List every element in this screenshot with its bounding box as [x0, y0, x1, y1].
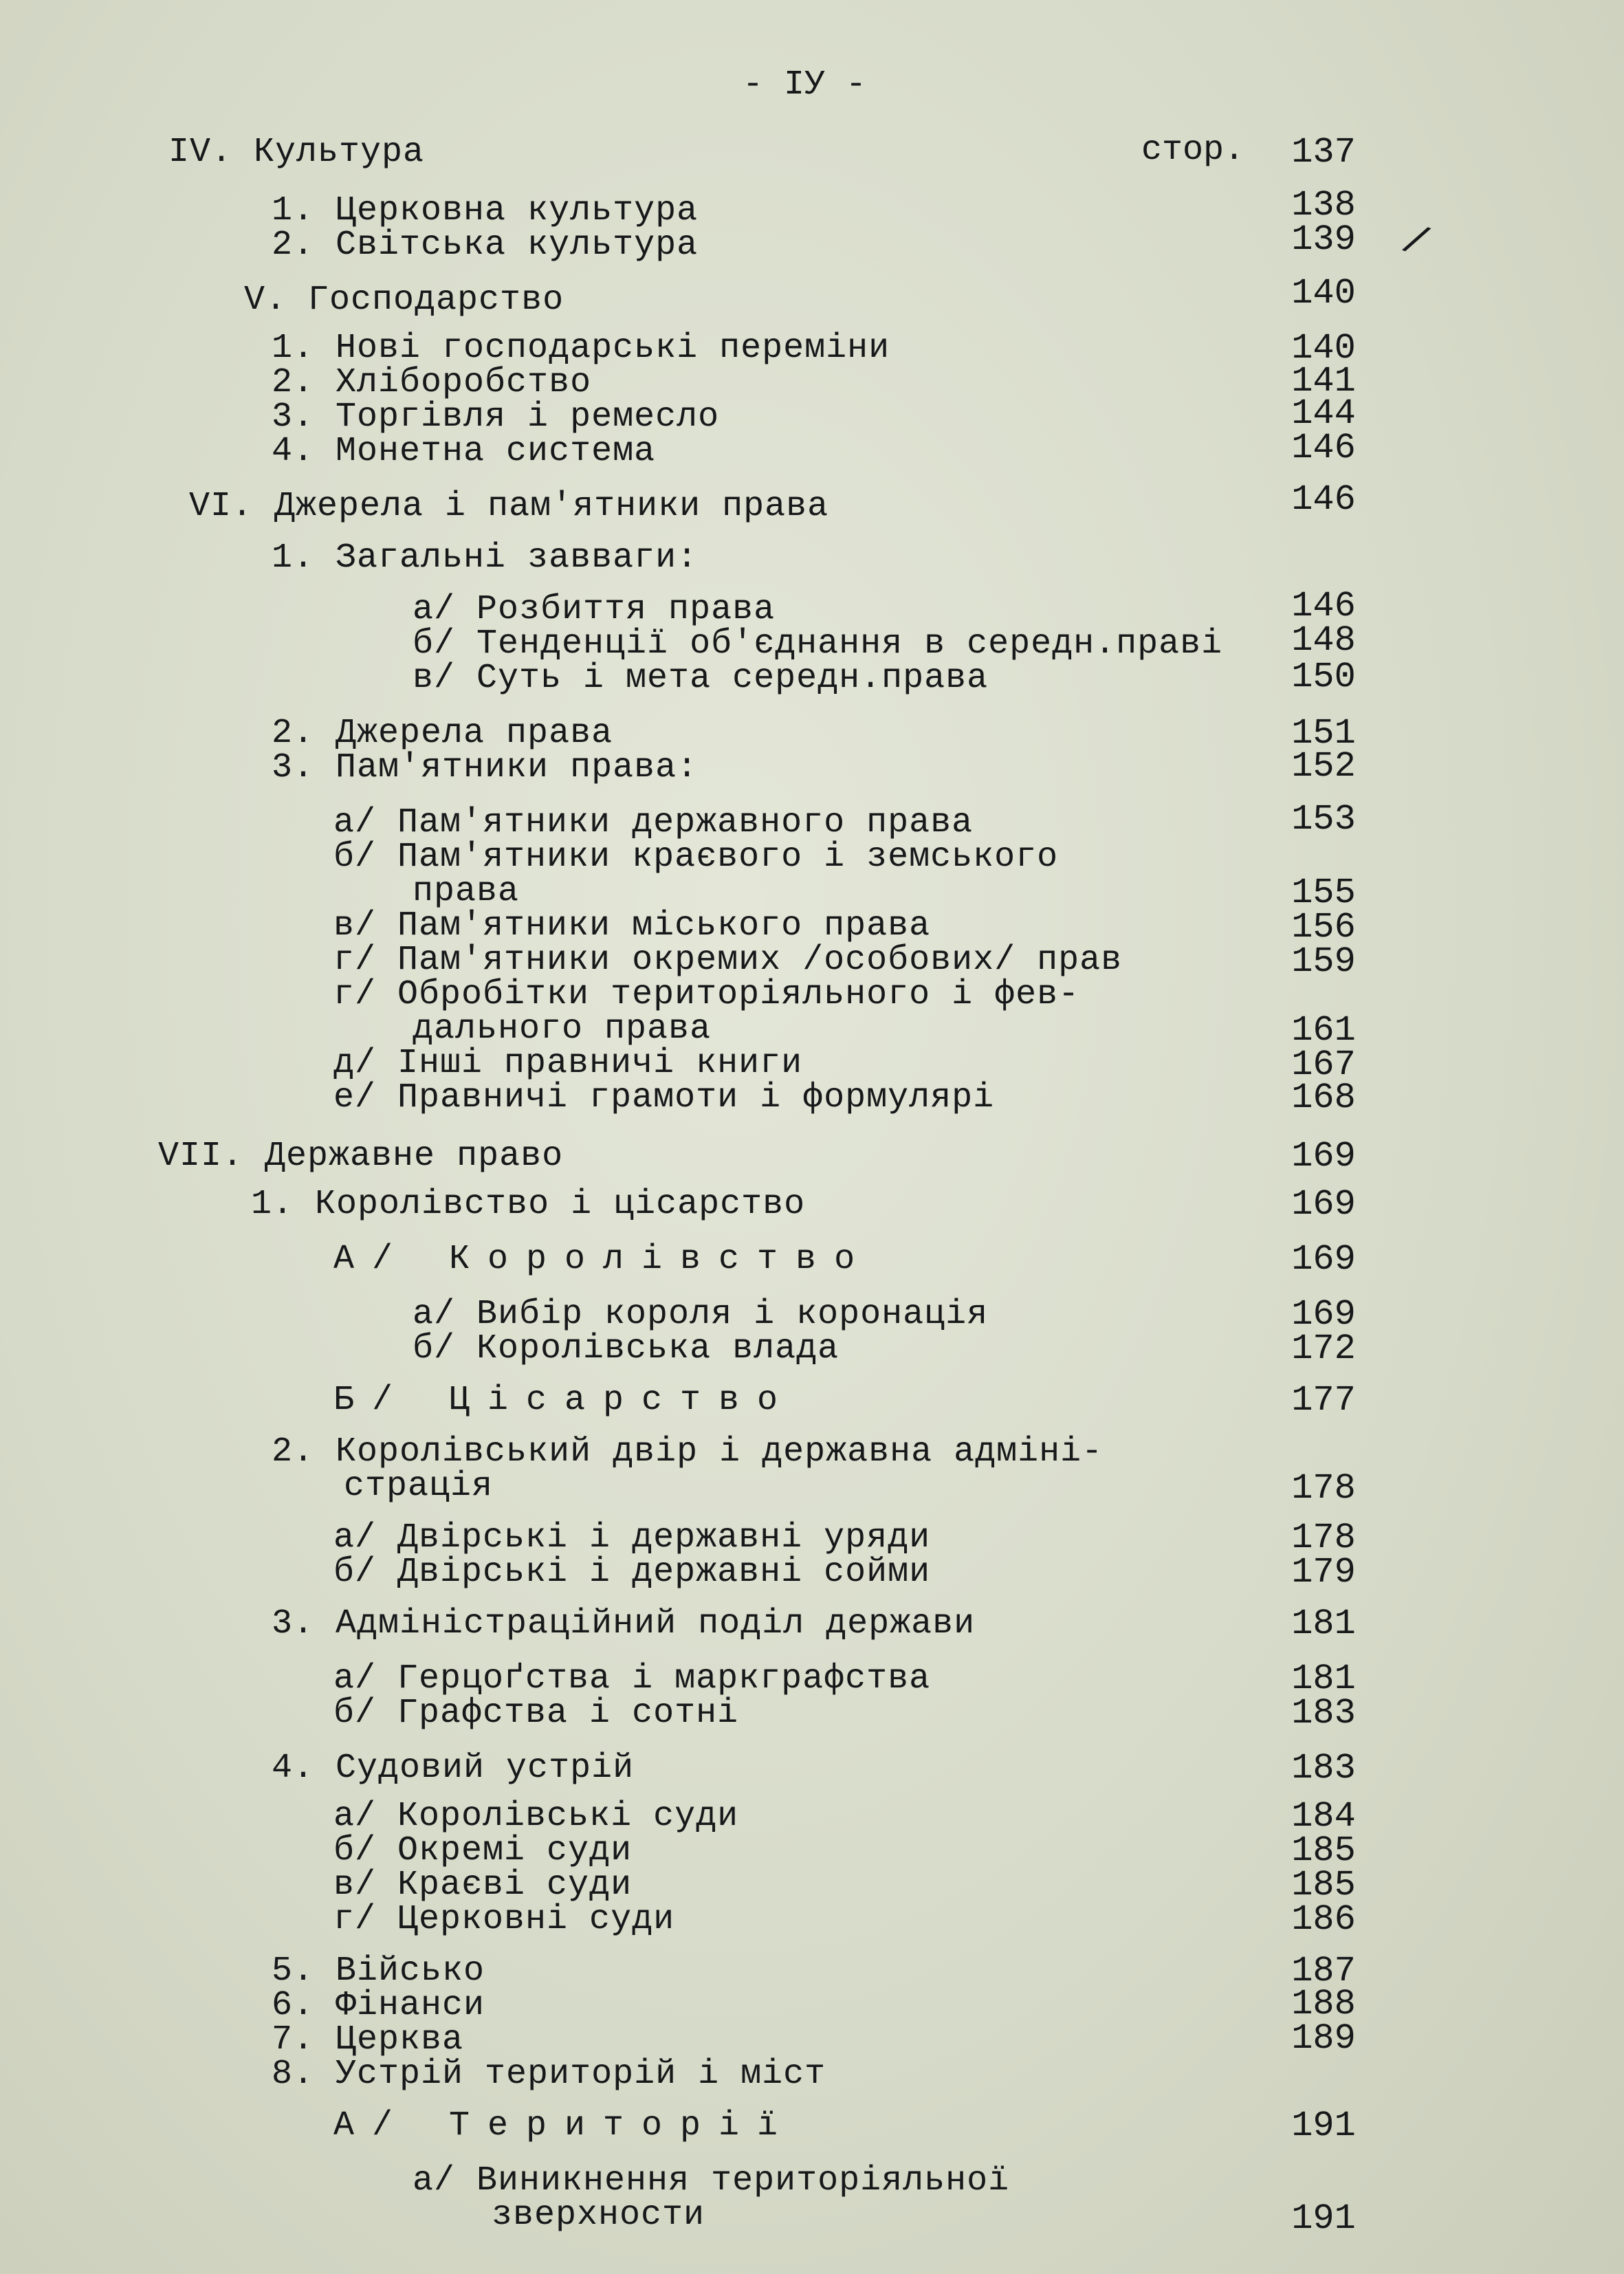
toc-entry-title: г/ Пам'ятники окремих /особових/ прав: [333, 941, 1123, 980]
toc-entry-page: 146: [1291, 586, 1356, 626]
pen-mark: /: [1395, 217, 1435, 270]
toc-entry-page: 183: [1291, 1693, 1356, 1734]
toc-entry-title: А/ Території: [333, 2106, 796, 2145]
toc-entry-title: 6. Фінанси: [272, 1986, 485, 2025]
toc-entry-page: 181: [1291, 1604, 1356, 1644]
toc-entry-page: 167: [1291, 1045, 1356, 1085]
toc-entry-title: 3. Торгівля і ремесло: [272, 397, 720, 437]
toc-entry-title: б/ Королівська влада: [413, 1329, 840, 1368]
toc-entry-title: 2. Світська культура: [272, 226, 699, 265]
toc-entry-page: 156: [1291, 907, 1356, 948]
toc-entry-title: 1. Королівство і цісарство: [251, 1185, 806, 1224]
toc-entry-page: 144: [1291, 393, 1356, 434]
toc-entry-title: IV. Культура: [168, 133, 425, 172]
toc-entry-title: а/ Виникнення територіяльної: [413, 2161, 1010, 2200]
toc-entry-title: 8. Устрій територій і міст: [272, 2055, 826, 2094]
toc-entry-page: 172: [1291, 1329, 1356, 1369]
toc-entry-title: Б/ Цісарство: [333, 1381, 796, 1420]
toc-entry-page: 169: [1291, 1294, 1356, 1335]
toc-entry-title: а/ Герцоґства і маркграфства: [333, 1659, 931, 1698]
toc-entry-page: 187: [1291, 1951, 1356, 1991]
toc-entry-title: а/ Двірські і державні уряди: [333, 1518, 931, 1557]
toc-entry-title: V. Господарство: [244, 281, 564, 320]
toc-entry-title: 1. Загальні завваги:: [272, 538, 699, 578]
toc-entry-title: 3. Пам'ятники права:: [272, 748, 699, 787]
toc-entry-title: е/ Правничі грамоти і формулярі: [333, 1078, 995, 1117]
toc-entry-title: а/ Королівські суди: [333, 1797, 739, 1836]
toc-entry-page: 169: [1291, 1136, 1356, 1177]
toc-entry-page: 140: [1291, 328, 1356, 369]
toc-entry-page: 139: [1291, 219, 1356, 260]
toc-entry-title: б/ Графства і сотні: [333, 1694, 739, 1733]
toc-entry-page: 148: [1291, 620, 1356, 661]
toc-entry-title: а/ Розбиття права: [413, 590, 776, 629]
toc-entry-title: страція: [344, 1467, 494, 1506]
toc-entry-title: г/ Церковні суди: [333, 1900, 675, 1939]
toc-entry-page: 146: [1291, 479, 1356, 520]
toc-entry-page: 146: [1291, 428, 1356, 468]
toc-entry-title: б/ Пам'ятники краєвого і земського: [333, 838, 1059, 877]
toc-entry-title: 2. Королівський двір і державна адміні-: [272, 1432, 1104, 1472]
toc-entry-page: 185: [1291, 1830, 1356, 1871]
toc-entry-page: 169: [1291, 1239, 1356, 1280]
toc-entry-title: д/ Інші правничі книги: [333, 1044, 803, 1083]
toc-entry-title: 3. Адміністраційний поділ держави: [272, 1604, 976, 1643]
toc-entry-page: 185: [1291, 1865, 1356, 1905]
toc-entry-title: дального права: [413, 1009, 712, 1049]
toc-entry-page: 141: [1291, 361, 1356, 402]
toc-entry-page: 155: [1291, 873, 1356, 913]
page-number-marker: - IУ -: [743, 65, 867, 105]
toc-entry-page: 137: [1291, 132, 1356, 173]
toc-entry-page: 150: [1291, 657, 1356, 697]
toc-entry-title: б/ Двірські і державні сойми: [333, 1553, 931, 1592]
toc-entry-page: 181: [1291, 1659, 1356, 1699]
toc-entry-title: 1. Нові господарські переміни: [272, 329, 890, 368]
toc-entry-page: 169: [1291, 1184, 1356, 1225]
toc-entry-page: 159: [1291, 941, 1356, 982]
toc-entry-title: 4. Судовий устрій: [272, 1749, 635, 1788]
toc-entry-title: зверхности: [492, 2196, 705, 2235]
toc-entry-title: г/ Обробітки територіяльного і фев-: [333, 975, 1080, 1014]
toc-entry-page: 138: [1291, 185, 1356, 226]
toc-entry-page: 186: [1291, 1899, 1356, 1940]
toc-entry-page: 151: [1291, 713, 1356, 754]
toc-entry-title: в/ Краєві суди: [333, 1866, 633, 1905]
toc-entry-page: 168: [1291, 1078, 1356, 1118]
toc-entry-page: 178: [1291, 1518, 1356, 1558]
toc-entry-page: 188: [1291, 1984, 1356, 2024]
toc-entry-page: 184: [1291, 1796, 1356, 1837]
toc-entry-title: 2. Джерела права: [272, 714, 613, 753]
toc-entry-title: б/ Окремі суди: [333, 1831, 633, 1870]
toc-entry-page: 152: [1291, 746, 1356, 787]
toc-entry-page: 179: [1291, 1552, 1356, 1593]
toc-entry-page: 178: [1291, 1468, 1356, 1509]
toc-entry-page: 189: [1291, 2018, 1356, 2059]
toc-entry-page: 183: [1291, 1748, 1356, 1789]
toc-entry-title: VI. Джерела і пам'ятники права: [189, 487, 829, 526]
toc-entry-title: VII. Державне право: [158, 1137, 564, 1176]
toc-entry-title: права: [413, 872, 520, 911]
toc-entry-title: 1. Церковна культура: [272, 191, 699, 230]
toc-entry-title: в/ Пам'ятники міського права: [333, 906, 931, 945]
toc-entry-page: 140: [1291, 273, 1356, 314]
toc-entry-title: в/ Суть і мета середн.права: [413, 659, 989, 698]
page-column-label: стор.: [1141, 131, 1245, 170]
toc-entry-page: 161: [1291, 1010, 1356, 1051]
toc-entry-title: 7. Церква: [272, 2020, 464, 2059]
toc-entry-title: 5. Військо: [272, 1952, 485, 1991]
toc-entry-title: а/ Пам'ятники державного права: [333, 803, 974, 842]
toc-entry-page: 153: [1291, 799, 1356, 840]
toc-entry-title: а/ Вибір короля і коронація: [413, 1295, 989, 1334]
toc-entry-page: 191: [1291, 2106, 1356, 2146]
toc-entry-title: б/ Тенденції об'єднання в середн.праві: [413, 624, 1223, 664]
toc-entry-title: А/ Королівство: [333, 1240, 873, 1279]
toc-entry-page: 177: [1291, 1380, 1356, 1421]
toc-entry-title: 4. Монетна система: [272, 432, 656, 471]
toc-entry-title: 2. Хліборобство: [272, 363, 592, 402]
toc-entry-page: 191: [1291, 2198, 1356, 2239]
